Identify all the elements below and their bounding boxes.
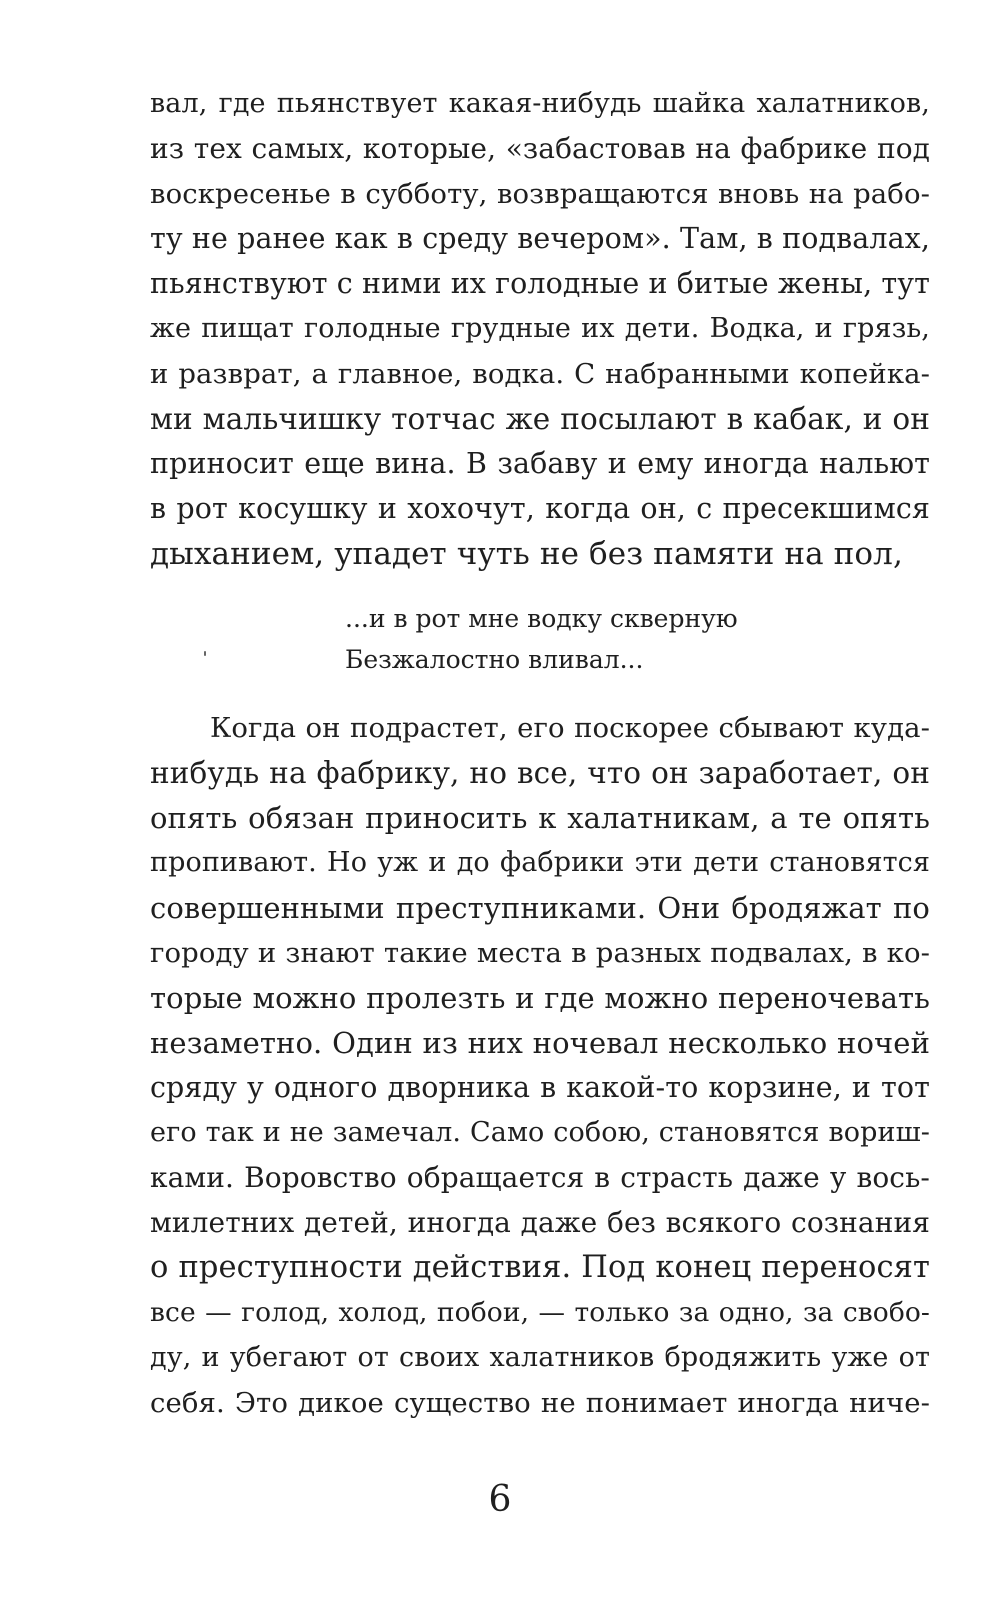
text-line: милетних детей, иногда даже без всякого сознания (150, 1206, 930, 1239)
text-line: сряду у одного дворника в какой-то корзине, и тот (150, 1071, 930, 1104)
text-line: же пищат голодные грудные их дети. Водка, и грязь, (150, 313, 930, 344)
text-line: опять обязан приносить к халатникам, а те опять (150, 801, 930, 835)
page-number: 6 (488, 1479, 512, 1520)
text-line: в рот косушку и хохочут, когда он, с пресекшимся (150, 492, 930, 525)
print-speck (204, 651, 206, 656)
text-line: себя. Это дикое существо не понимает иногда ниче- (150, 1387, 930, 1419)
text-line: ми мальчишку тотчас же посылают в кабак, и он (150, 402, 930, 436)
text-line: дыханием, упадет чуть не без памяти на пол, (150, 536, 903, 572)
text-line: вал, где пьянствует какая-нибудь шайка халатников, (150, 88, 930, 119)
text-line: ту не ранее как в среду вечером». Там, в подвалах, (150, 222, 930, 255)
text-line: торые можно пролезть и где можно переночевать (150, 981, 930, 1015)
text-line: о преступности действия. Под конец переносят (150, 1250, 930, 1285)
text-line: из тех самых, которые, «забастовав на фабрике под (150, 132, 930, 165)
text-line: пропивают. Но уж и до фабрики эти дети становятся (150, 847, 930, 878)
text-line: пьянствуют с ними их голодные и битые жены, тут (150, 267, 931, 300)
text-line: приносит еще вина. В забаву и ему иногда нальют (150, 447, 930, 480)
text-line: Когда он подрастет, его поскорее сбывают куда- (210, 712, 930, 744)
text-line: его так и не замечал. Само собою, становятся вориш- (150, 1117, 930, 1148)
verse-line: ...и в рот мне водку скверную (345, 604, 738, 633)
text-line: незаметно. Один из них ночевал несколько ночей (150, 1026, 930, 1060)
text-line: воскресенье в субботу, возвращаются вновь на рабо- (150, 178, 930, 210)
text-line: ду, и убегают от своих халатников бродяжить уже от (150, 1342, 930, 1373)
text-line: все — голод, холод, побои, — только за одно, за свобо- (150, 1297, 930, 1328)
text-line: нибудь на фабрику, но все, что он заработает, он (150, 756, 930, 790)
verse-line: Безжалостно вливал... (345, 645, 644, 674)
text-line: и разврат, а главное, водка. С набранными копейка- (150, 358, 930, 390)
text-line: городу и знают такие места в разных подвалах, в ко- (150, 937, 930, 969)
text-line: ками. Воровство обращается в страсть даже у вось- (150, 1161, 930, 1194)
text-line: совершенными преступниками. Они бродяжат по (150, 891, 930, 925)
